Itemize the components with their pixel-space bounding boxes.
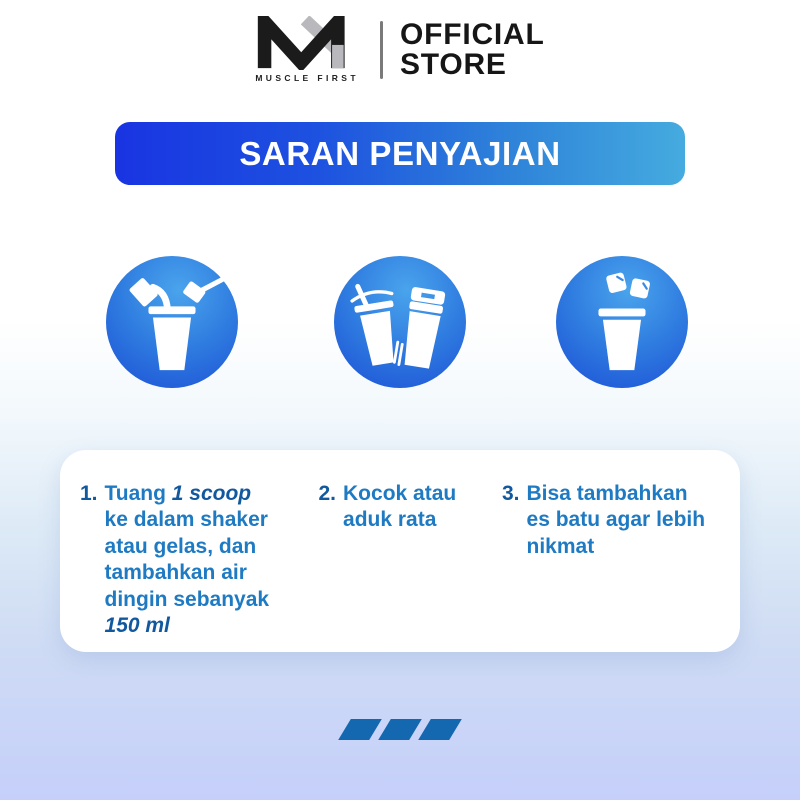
step1-number: 1. xyxy=(80,482,98,505)
brand-name: MUSCLE FIRST xyxy=(255,73,359,83)
step3-number: 3. xyxy=(502,482,520,505)
muscle-first-logo xyxy=(255,16,359,83)
step-item-3 xyxy=(502,481,714,652)
step3-circle xyxy=(556,256,688,388)
official-store-line1: OFFICIAL xyxy=(399,17,545,51)
step1-text: Tuang 1 scoop ke dalam shaker atau gelas, dan tambahkan air dingin sebanyak 150 ml xyxy=(104,482,270,638)
official-store-label xyxy=(399,17,545,81)
ice-cubes-into-glass-icon xyxy=(566,266,678,378)
section-title-banner xyxy=(115,122,685,185)
official-store-line2: STORE xyxy=(399,47,507,81)
footer-stripes xyxy=(345,719,456,740)
step-item-2 xyxy=(319,481,469,652)
step3-text: Bisa tambahkan es batu agar lebih nikmat xyxy=(526,482,706,558)
shake-or-stir-icon xyxy=(344,266,456,378)
m-logo-icon xyxy=(256,16,358,70)
instructions-card xyxy=(60,450,740,652)
pour-scoop-into-glass-icon xyxy=(116,266,228,378)
step2-text: Kocok atau aduk rata xyxy=(343,482,457,532)
header xyxy=(0,16,800,83)
stripe-shape xyxy=(338,719,382,740)
step2-circle xyxy=(334,256,466,388)
stripe-shape xyxy=(378,719,422,740)
step1-circle xyxy=(106,256,238,388)
step-item-1 xyxy=(80,481,285,652)
stripe-shape xyxy=(418,719,462,740)
step2-number: 2. xyxy=(318,482,337,505)
section-title: SARAN PENYAJIAN xyxy=(239,134,561,172)
header-divider xyxy=(380,21,383,79)
